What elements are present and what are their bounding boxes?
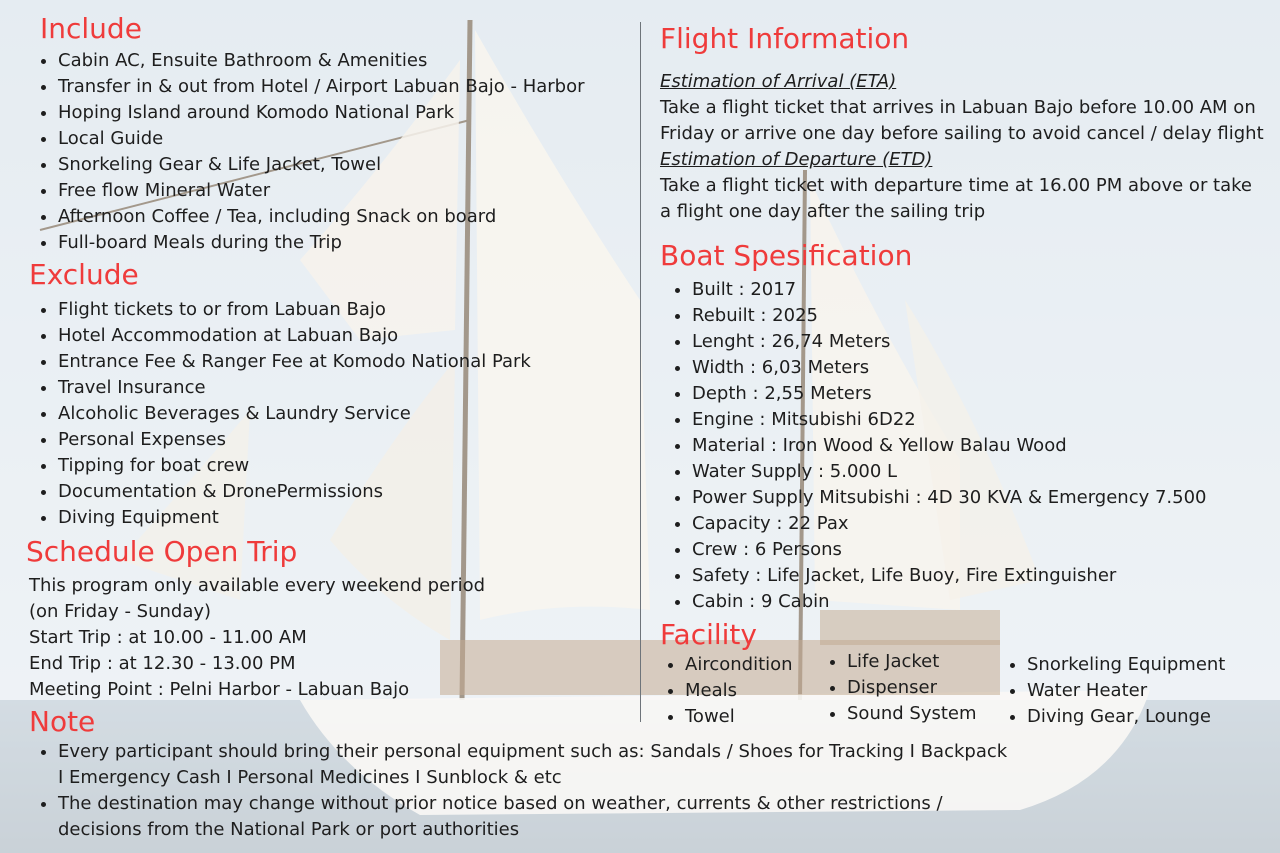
etd-text: Take a flight ticket with departure time at 16.00 PM above or take — [660, 175, 1253, 196]
schedule-line: (on Friday - Sunday) — [29, 601, 212, 622]
eta-label: Estimation of Arrival (ETA) — [660, 71, 897, 92]
exclude-list — [28, 297, 531, 531]
note-item: • The destination may change without prior notice based on weather, currents & other restrictions / decisions from the National Park or port authorities — [58, 791, 1008, 843]
schedule-line: Meeting Point : Pelni Harbor - Labuan Bajo — [29, 679, 410, 700]
exclude-item: • Alcoholic Beverages & Laundry Service — [58, 401, 531, 427]
include-item: • Afternoon Coffee / Tea, including Snack on board — [58, 204, 585, 230]
schedule-heading: Schedule Open Trip — [26, 535, 298, 568]
facility-column-3 — [1003, 652, 1225, 730]
facility-item: • Meals — [685, 678, 793, 704]
exclude-item: • Hotel Accommodation at Labuan Bajo — [58, 323, 531, 349]
include-item: • Local Guide — [58, 126, 585, 152]
exclude-heading: Exclude — [29, 258, 139, 291]
note-heading: Note — [29, 705, 96, 738]
facility-heading: Facility — [660, 618, 757, 651]
include-item: • Transfer in & out from Hotel / Airport Labuan Bajo - Harbor — [58, 74, 585, 100]
boat-spec-item: • Built : 2017 — [692, 277, 1207, 303]
include-item: • Hoping Island around Komodo National Park — [58, 100, 585, 126]
include-item: • Cabin AC, Ensuite Bathroom & Amenities — [58, 48, 585, 74]
schedule-line: This program only available every weekend period — [29, 575, 486, 596]
exclude-item: • Entrance Fee & Ranger Fee at Komodo National Park — [58, 349, 531, 375]
column-divider — [640, 22, 641, 722]
boat-spec-item: • Capacity : 22 Pax — [692, 511, 1207, 537]
schedule-text — [29, 573, 485, 703]
facility-column-1 — [661, 652, 793, 730]
boat-spec-item: • Depth : 2,55 Meters — [692, 381, 1207, 407]
exclude-item: • Diving Equipment — [58, 505, 531, 531]
facility-column-2 — [823, 649, 977, 727]
include-heading: Include — [40, 12, 142, 45]
note-list — [28, 739, 1008, 843]
boat-spec-item: • Water Supply : 5.000 L — [692, 459, 1207, 485]
facility-item: • Aircondition — [685, 652, 793, 678]
facility-item: • Sound System — [847, 701, 977, 727]
boat-spec-item: • Lenght : 26,74 Meters — [692, 329, 1207, 355]
include-item: • Snorkeling Gear & Life Jacket, Towel — [58, 152, 585, 178]
facility-item: • Water Heater — [1027, 678, 1225, 704]
boat-spec-item: • Width : 6,03 Meters — [692, 355, 1207, 381]
eta-text: Take a flight ticket that arrives in Labuan Bajo before 10.00 AM on — [660, 97, 1256, 118]
boat-heading: Boat Spesification — [660, 239, 913, 272]
boat-spec-item: • Safety : Life Jacket, Life Buoy, Fire Extinguisher — [692, 563, 1207, 589]
eta-text: Friday or arrive one day before sailing to avoid cancel / delay flight — [660, 123, 1264, 144]
boat-spec-list — [662, 277, 1207, 615]
etd-label: Estimation of Departure (ETD) — [660, 149, 933, 170]
note-item: • Every participant should bring their personal equipment such as: Sandals / Shoes for Tracking I Backpack I Emergency Cash I Personal Medicines I Sunblock & etc — [58, 739, 1008, 791]
etd-text: a flight one day after the sailing trip — [660, 201, 986, 222]
boat-spec-item: • Rebuilt : 2025 — [692, 303, 1207, 329]
exclude-item: • Travel Insurance — [58, 375, 531, 401]
boat-spec-item: • Power Supply Mitsubishi : 4D 30 KVA & Emergency 7.500 — [692, 485, 1207, 511]
facility-item: • Dispenser — [847, 675, 977, 701]
exclude-item: • Tipping for boat crew — [58, 453, 531, 479]
facility-item: • Towel — [685, 704, 793, 730]
schedule-line: Start Trip : at 10.00 - 11.00 AM — [29, 627, 307, 648]
boat-spec-item: • Material : Iron Wood & Yellow Balau Wood — [692, 433, 1207, 459]
boat-spec-item: • Cabin : 9 Cabin — [692, 589, 1207, 615]
facility-item: • Life Jacket — [847, 649, 977, 675]
facility-item: • Snorkeling Equipment — [1027, 652, 1225, 678]
flight-info — [660, 69, 1264, 225]
boat-spec-item: • Engine : Mitsubishi 6D22 — [692, 407, 1207, 433]
exclude-item: • Flight tickets to or from Labuan Bajo — [58, 297, 531, 323]
flight-heading: Flight Information — [660, 22, 910, 55]
include-item: • Full-board Meals during the Trip — [58, 230, 585, 256]
include-item: • Free flow Mineral Water — [58, 178, 585, 204]
exclude-item: • Documentation & DronePermissions — [58, 479, 531, 505]
boat-spec-item: • Crew : 6 Persons — [692, 537, 1207, 563]
facility-item: • Diving Gear, Lounge — [1027, 704, 1225, 730]
schedule-line: End Trip : at 12.30 - 13.00 PM — [29, 653, 296, 674]
include-list — [28, 48, 585, 256]
exclude-item: • Personal Expenses — [58, 427, 531, 453]
